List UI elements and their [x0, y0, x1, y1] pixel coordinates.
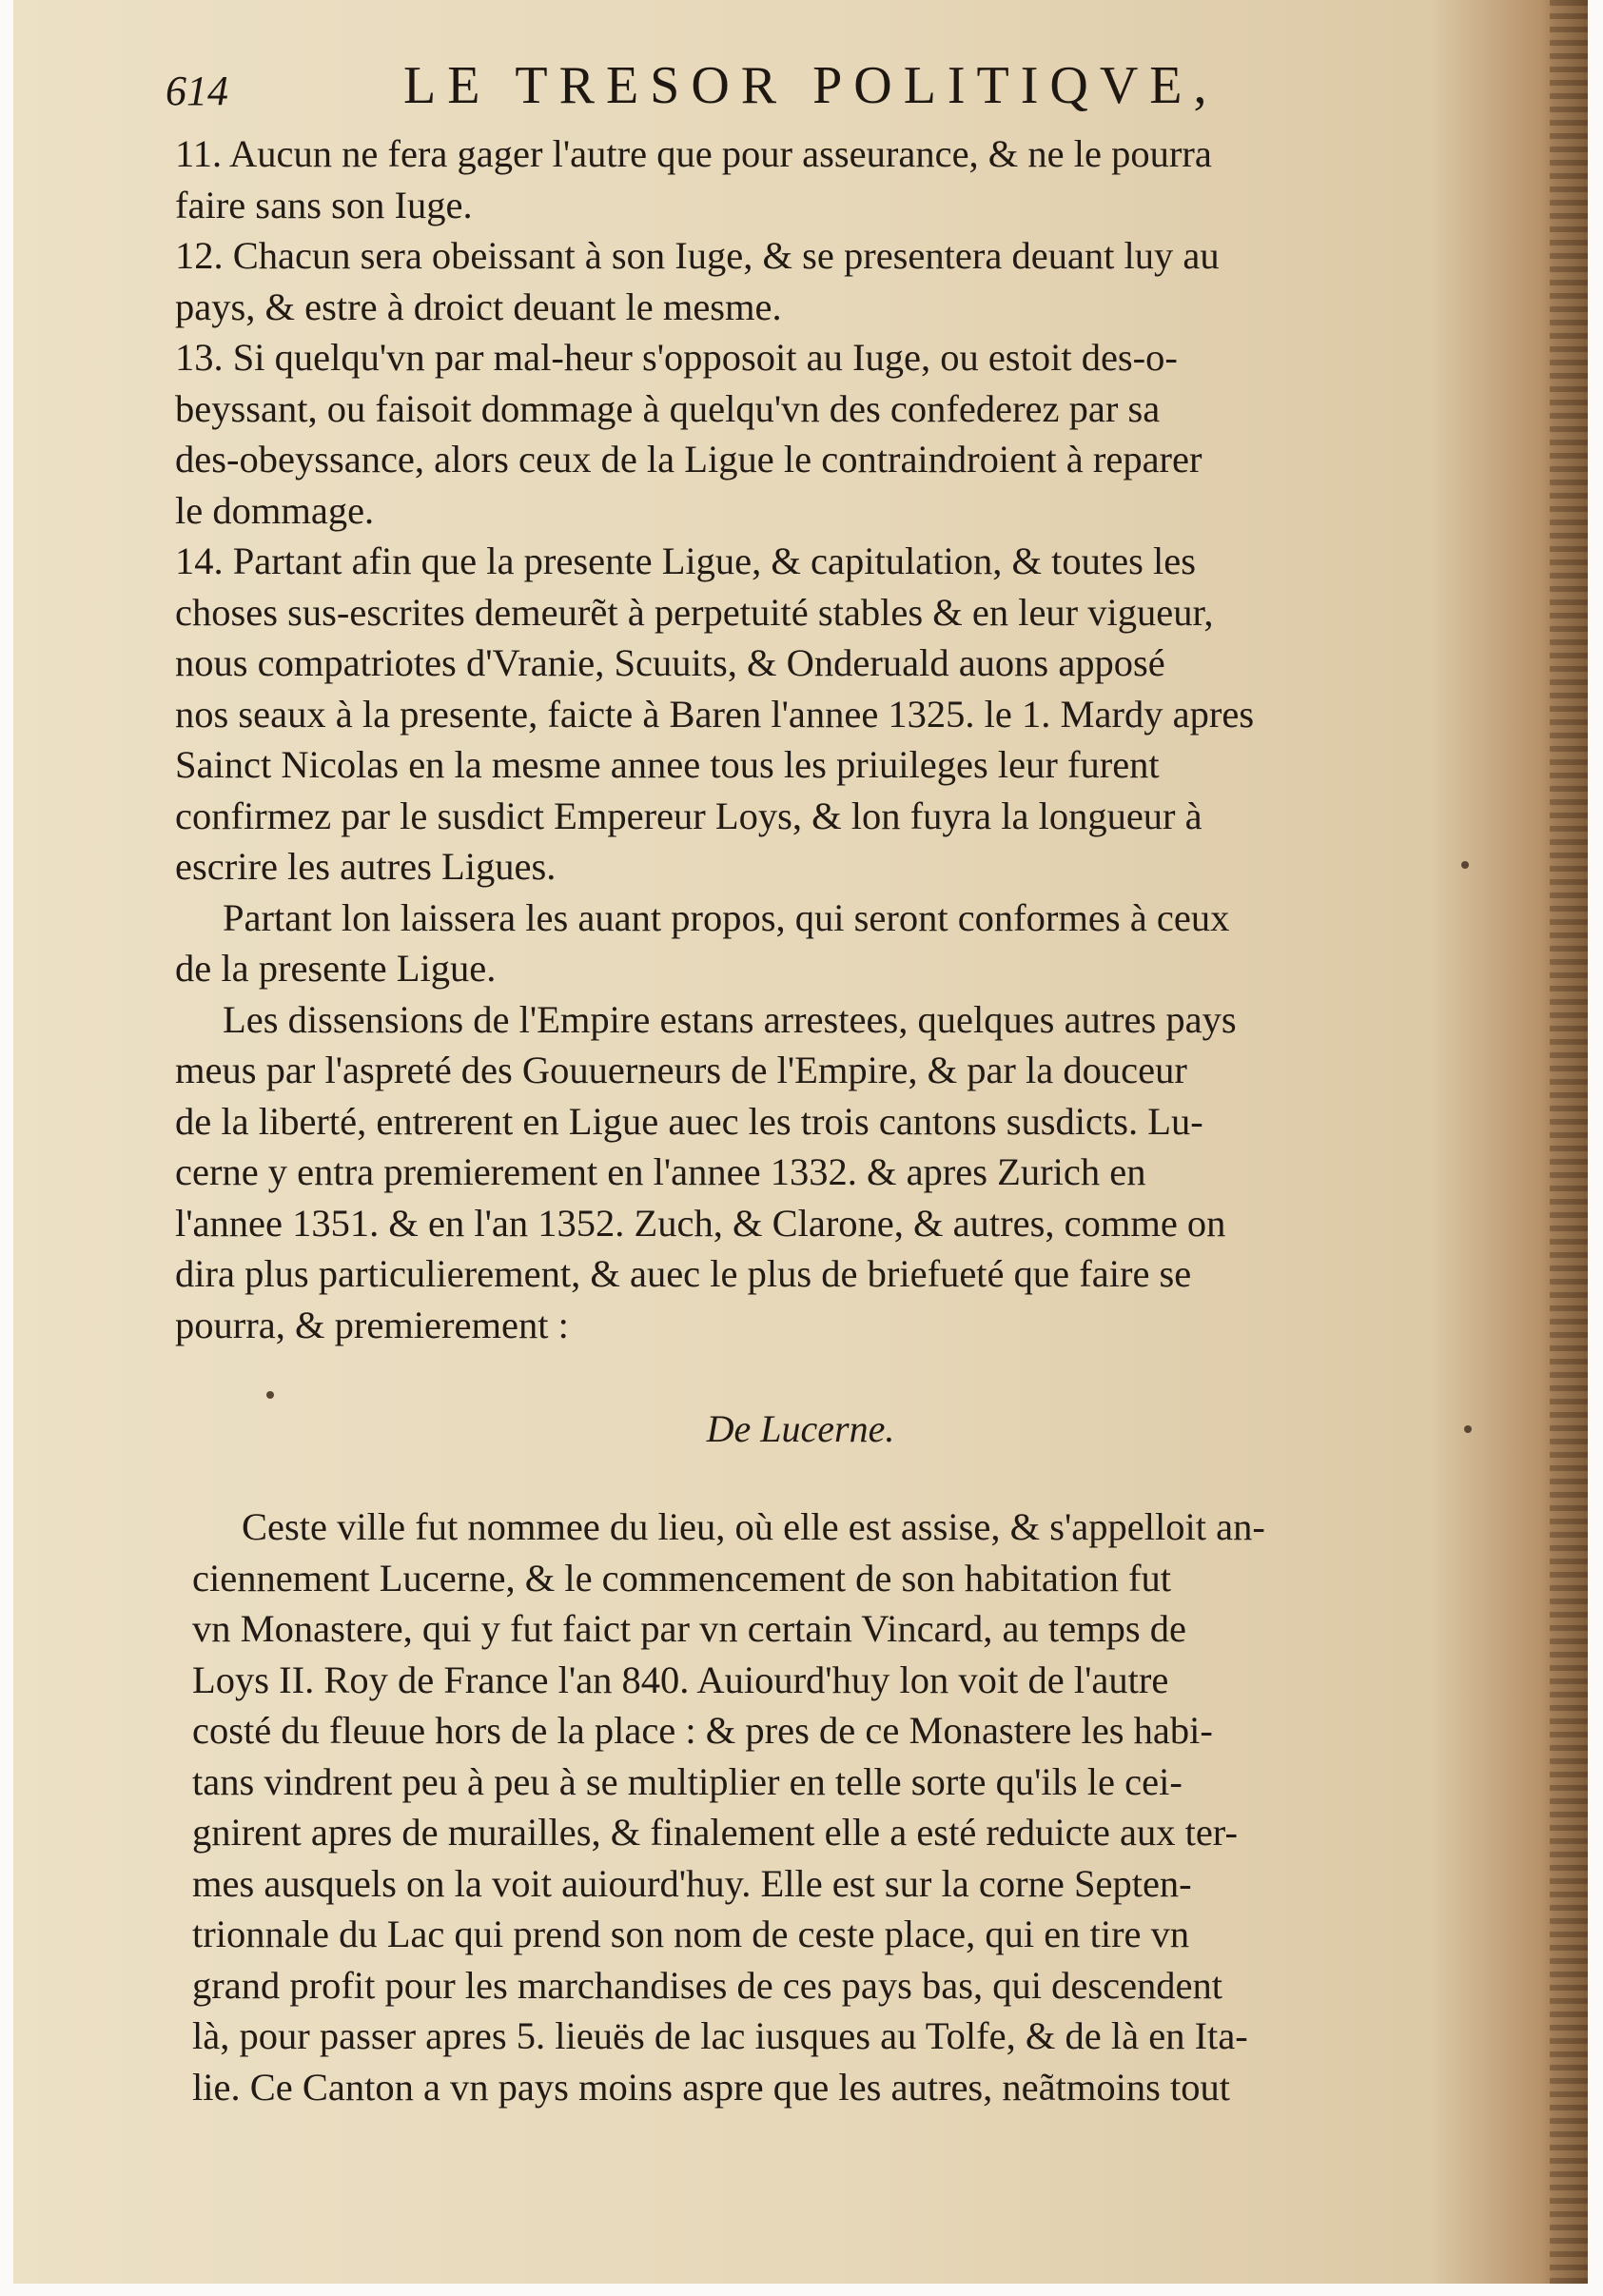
running-title: LE TRESOR POLITIQVE, [403, 56, 1219, 115]
book-page [13, 0, 1588, 2284]
main-text [175, 128, 1450, 1350]
text-line: Les dissensions de l'Empire estans arrestees, quelques autres pays [223, 997, 1237, 1041]
page-header [166, 55, 1450, 131]
text-line: ciennement Lucerne, & le commencement de son habitation fut [192, 1556, 1171, 1599]
text-line: 12. Chacun sera obeissant à son Iuge, & se presentera deuant luy au [175, 234, 1220, 277]
text-line: beyssant, ou faisoit dommage à quelqu'vn des confederez par sa [175, 386, 1161, 430]
text-line: trionnale du Lac qui prend son nom de ceste place, qui en tire vn [192, 1913, 1190, 1955]
text-line: choses sus-escrites demeurẽt à perpetuité stables & en leur vigueur, [175, 590, 1214, 634]
text-line: grand profit pour les marchandises de ces pays bas, qui descendent [192, 1963, 1223, 2007]
text-line: l'annee 1351. & en l'an 1352. Zuch, & Clarone, & autres, comme on [175, 1201, 1226, 1245]
page-number: 614 [166, 68, 228, 114]
text-line: escrire les autres Ligues. [175, 845, 557, 888]
text-line: là, pour passer apres 5. lieuës de lac iusques au Tolfe, & de là en Ita- [192, 2014, 1248, 2057]
text-line: mes ausquels on la voit auiourd'huy. Elle est sur la corne Septen- [192, 1861, 1192, 1905]
text-line: 11. Aucun ne fera gager l'autre que pour asseurance, & ne le pourra [175, 132, 1212, 175]
text-line: meus par l'aspreté des Gouuerneurs de l'Empire, & par la douceur [175, 1049, 1187, 1091]
text-line: des-obeyssance, alors ceux de la Ligue le contraindroient à reparer [175, 438, 1202, 481]
section-heading: De Lucerne. [706, 1407, 895, 1450]
ink-speck [266, 1391, 274, 1399]
text-line: cerne y entra premierement en l'annee 1332. & apres Zurich en [175, 1150, 1146, 1193]
text-line: le dommage. [175, 488, 375, 532]
text-line: Sainct Nicolas en la mesme annee tous les priuileges leur furent [175, 743, 1160, 786]
text-line: confirmez par le susdict Empereur Loys, & lon fuyra la longueur à [175, 794, 1202, 837]
text-line: gnirent apres de murailles, & finalement elle a esté reduicte aux ter- [192, 1811, 1238, 1854]
text-line: faire sans son Iuge. [175, 183, 473, 226]
text-line: Partant lon laissera les auant propos, qui seront conformes à ceux [223, 895, 1230, 939]
text-line: 14. Partant afin que la presente Ligue, & capitulation, & toutes les [175, 540, 1196, 582]
text-line: nous compatriotes d'Vranie, Scuuits, & Onderuald auons apposé [175, 641, 1165, 684]
text-line: pays, & estre à droict deuant le mesme. [175, 285, 782, 328]
text-line: dira plus particulierement, & auec le plus de briefueté que faire se [175, 1252, 1192, 1295]
text-line: nos seaux à la presente, faicte à Baren l'annee 1325. le 1. Mardy apres [175, 692, 1255, 736]
ink-speck [1464, 1425, 1472, 1433]
text-line: Loys II. Roy de France l'an 840. Auiourd'huy lon voit de l'autre [192, 1658, 1169, 1701]
text-line: vn Monastere, qui y fut faict par vn certain Vincard, au temps de [192, 1607, 1186, 1650]
text-line: tans vindrent peu à peu à se multiplier en telle sorte qu'ils le cei- [192, 1759, 1183, 1803]
second-text [192, 1501, 1467, 2112]
ink-speck [1461, 861, 1469, 869]
text-line: costé du fleuue hors de la place : & pres de ce Monastere les habi- [192, 1709, 1213, 1752]
text-line: Ceste ville fut nommee du lieu, où elle est assise, & s'appelloit an- [242, 1505, 1265, 1548]
text-line: de la liberté, entrerent en Ligue auec les trois cantons susdicts. Lu- [175, 1099, 1203, 1143]
text-line: lie. Ce Canton a vn pays moins aspre que les autres, neãtmoins tout [192, 2065, 1231, 2109]
text-line: de la presente Ligue. [175, 947, 497, 990]
text-line: pourra, & premierement : [175, 1303, 569, 1346]
text-line: 13. Si quelqu'vn par mal-heur s'opposoit au Iuge, ou estoit des-o- [175, 336, 1178, 379]
